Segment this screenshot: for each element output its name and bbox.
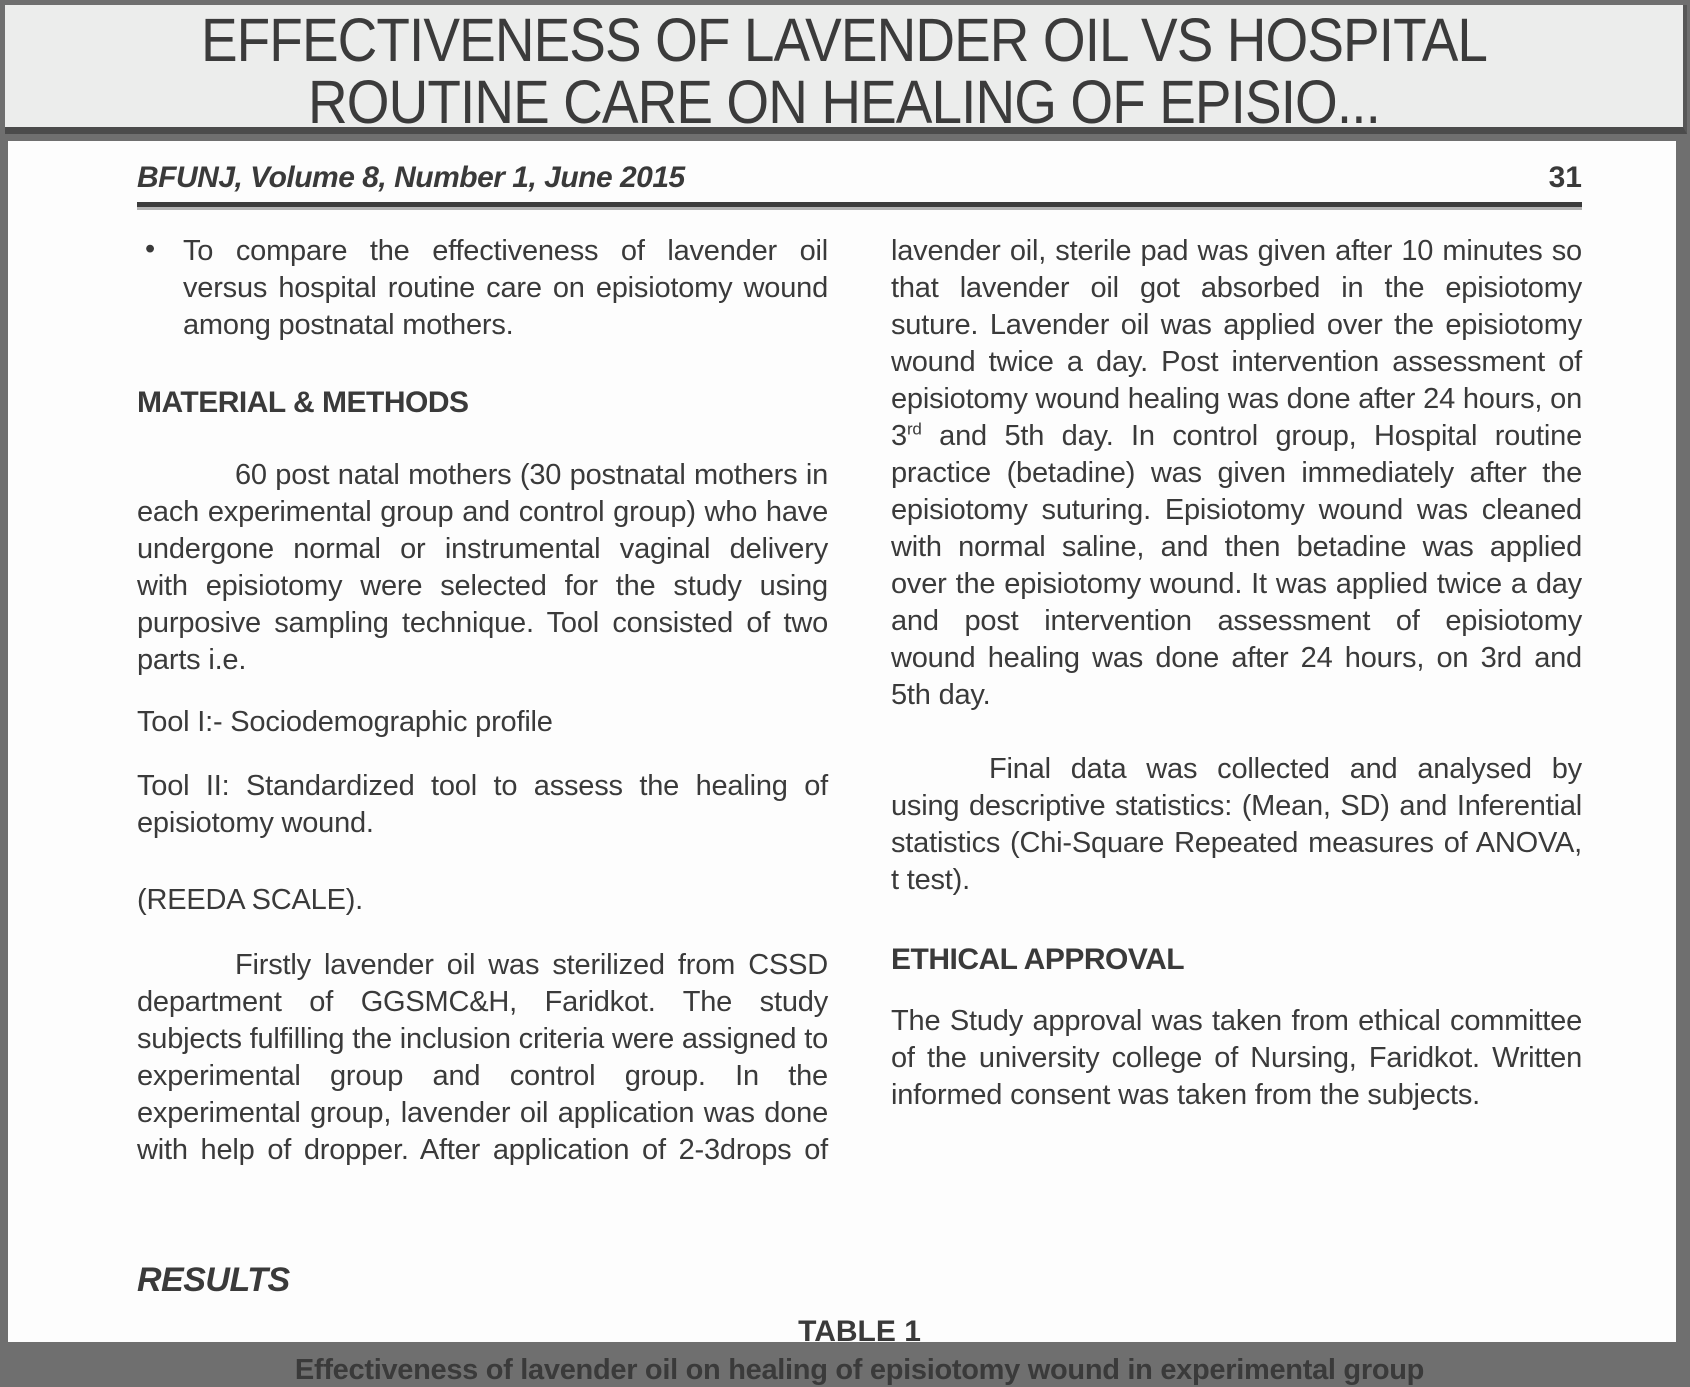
ordinal-superscript: rd bbox=[906, 419, 922, 439]
tool1-line: Tool I:- Sociodemographic profile bbox=[137, 706, 553, 738]
ethical-approval-heading: ETHICAL APPROVAL bbox=[891, 943, 1185, 976]
results-heading: RESULTS bbox=[137, 1261, 290, 1299]
methods-paragraph-2: Firstly lavender oil was sterilized from CSSD department of GGSMC&H, Faridkot. The study subjects fulfilling the inclusion criteria were assigned to experimental group and control group. In the experimental group, lavender oil application was done with help of dropper. After application of 2-3drops of bbox=[137, 949, 828, 1166]
procedure-text-part2: and 5th day. In control group, Hospital routine practice (betadine) was given immediately after the episiotomy suturing. Episiotomy wound was cleaned with normal saline, and then betadine was applied over the episiotomy wound. It was applied twice a day and post intervention assessment of episiotomy wound healing was done after 24 hours, on 3rd and 5th day. bbox=[891, 420, 1582, 711]
table-caption: Effectiveness of lavender oil on healing of episiotomy wound in experimental group bbox=[294, 1354, 1425, 1386]
methods-paragraph-1: 60 post natal mothers (30 postnatal mothers in each experimental group and control group) who have undergone normal or instrumental vaginal delivery with episiotomy were selected for the study using purposive sampling technique. Tool consisted of two parts i.e. bbox=[137, 459, 828, 676]
bullet-icon: • bbox=[145, 233, 155, 265]
table-label: TABLE 1 bbox=[798, 1315, 921, 1348]
body-columns bbox=[137, 233, 1582, 1169]
objective-text: To compare the effectiveness of lavender oil versus hospital routine care on episiotomy wound among postnatal mothers. bbox=[183, 235, 828, 341]
procedure-paragraph bbox=[891, 233, 1582, 714]
procedure-text-part1: lavender oil, sterile pad was given after 10 minutes so that lavender oil got absorbed in the episiotomy suture. Lavender oil was applied over the episiotomy wound twice a day. Post intervention assessment of episiotomy wound healing was done after 24 hours, on 3 bbox=[891, 235, 1582, 452]
left-column bbox=[137, 233, 828, 1169]
article-title-line1: EFFECTIVENESS OF LAVENDER OIL VS HOSPITAL bbox=[200, 6, 1488, 74]
right-column bbox=[891, 233, 1582, 1169]
title-banner bbox=[5, 5, 1687, 134]
document-page bbox=[8, 141, 1676, 1386]
running-header bbox=[137, 161, 1582, 195]
analysis-paragraph: Final data was collected and analysed by using descriptive statistics: (Mean, SD) and Inferential statistics (Chi-Square Repeated measures of ANOVA, t test). bbox=[891, 753, 1582, 896]
reeda-scale-line: (REEDA SCALE). bbox=[137, 884, 364, 916]
ethical-approval-paragraph: The Study approval was taken from ethical committee of the university college of Nursing, Faridkot. Written informed consent was taken from the subjects. bbox=[891, 1005, 1582, 1111]
article-title-line2: ROUTINE CARE ON HEALING OF EPISIO... bbox=[308, 68, 1380, 136]
tool2-line: Tool II: Standardized tool to assess the healing of episiotomy wound. bbox=[137, 770, 828, 839]
methods-heading: MATERIAL & METHODS bbox=[137, 386, 469, 419]
objective-list-item bbox=[137, 233, 828, 344]
header-rule bbox=[137, 202, 1582, 207]
page-number: 31 bbox=[1548, 161, 1582, 194]
journal-citation: BFUNJ, Volume 8, Number 1, June 2015 bbox=[137, 161, 685, 194]
